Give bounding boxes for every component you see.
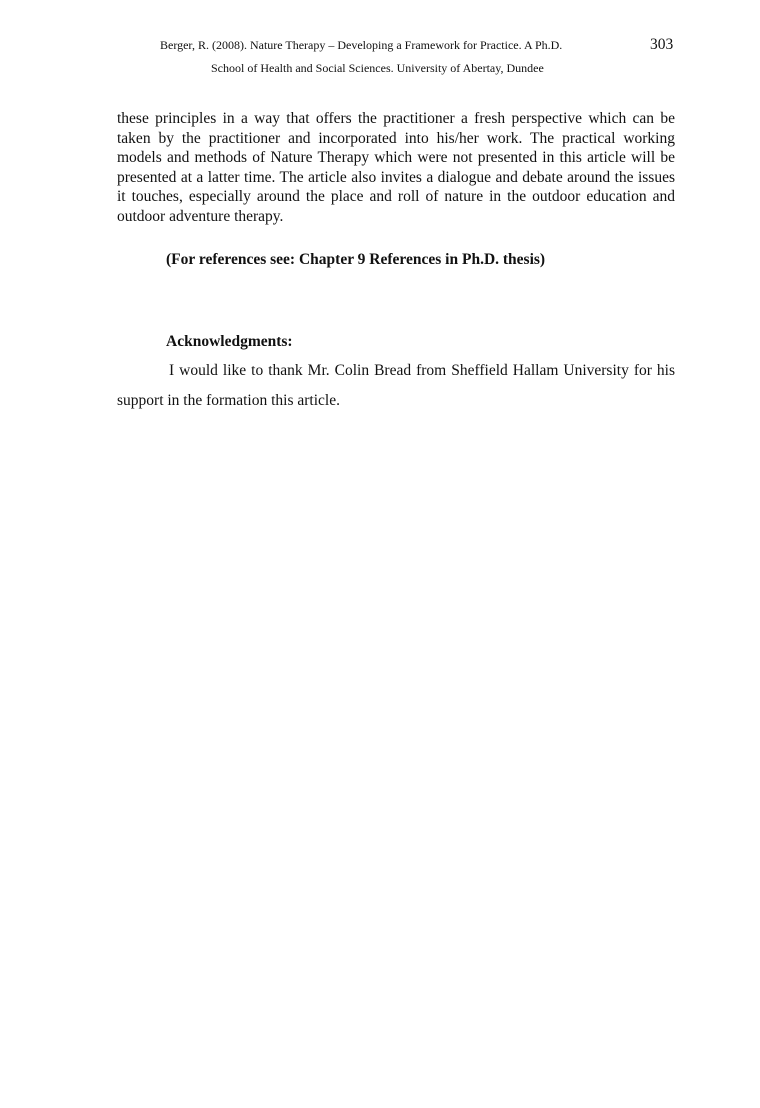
acknowledgments-paragraph: I would like to thank Mr. Colin Bread from Sheffield Hallam University for his support in the formation this article. — [117, 362, 675, 409]
running-header-institution: School of Health and Social Sciences. University of Abertay, Dundee — [211, 61, 544, 75]
running-header-citation: Berger, R. (2008). Nature Therapy – Developing a Framework for Practice. A Ph.D. — [160, 38, 563, 52]
body-paragraph: these principles in a way that offers the practitioner a fresh perspective which can be taken by the practitioner and incorporated into his/her work. The practical working models and methods of Nature Therapy which were not presented in this article will be presented at a latter time. The article also invites a dialogue and debate around the issues it touches, especially around the place and roll of nature in the outdoor education and outdoor adventure therapy. — [117, 110, 675, 225]
acknowledgments-heading: Acknowledgments: — [166, 333, 293, 350]
page-number: 303 — [650, 36, 674, 53]
references-note: (For references see: Chapter 9 References in Ph.D. thesis) — [166, 251, 546, 268]
